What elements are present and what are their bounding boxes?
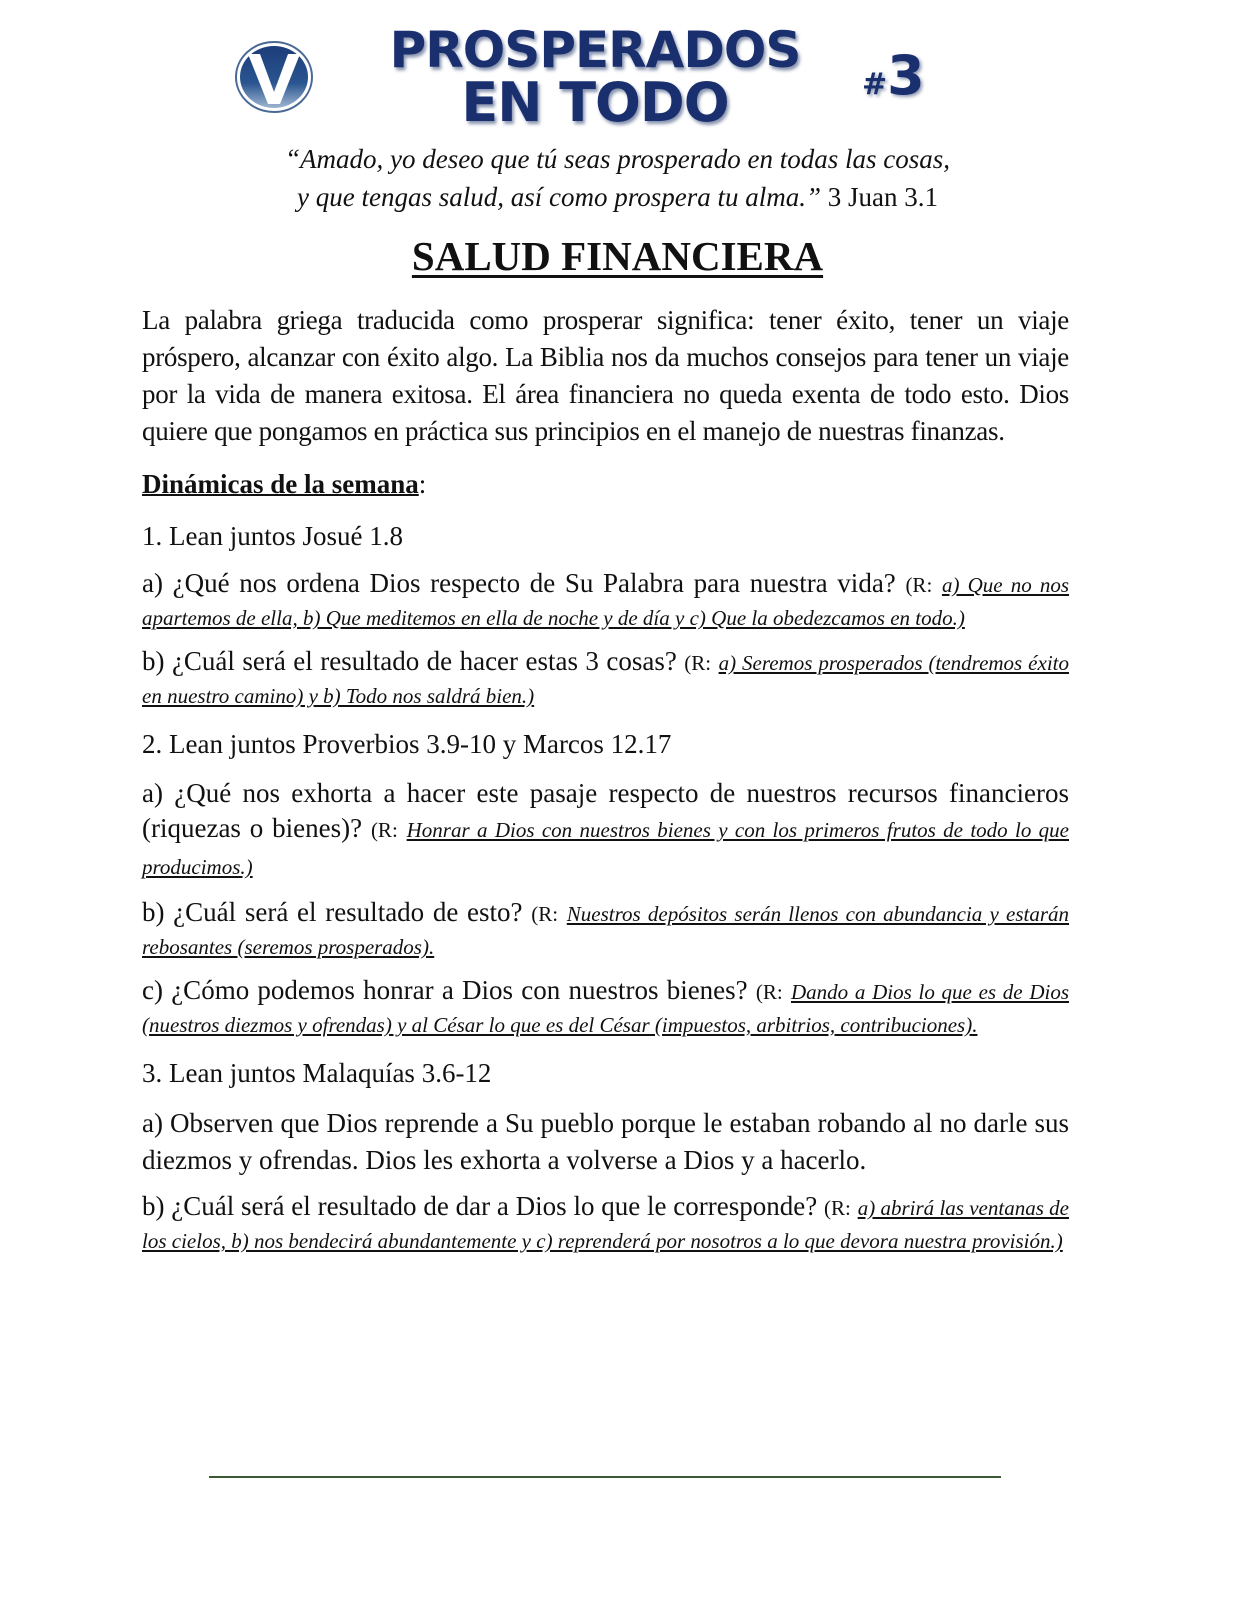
issue-number [862, 44, 925, 107]
section-title: 1. Lean juntos Josué 1.8 [142, 521, 403, 551]
answer-label: (R: [531, 902, 559, 926]
answer-label: (R: [370, 818, 398, 842]
answer-text: a) abrirá las ventanas de los cielos, b) nos bendecirá abundantemente y c) reprenderá por nosotros a lo que devora nuestra provisión.) [142, 1196, 1070, 1253]
intro-paragraph: La palabra griega traducida como prosperar significa: tener éxito, tener un viaje próspero, alcanzar con éxito algo. La Biblia nos da muchos consejos para tener un viaje por la vida de manera exitosa. El área financiera no queda exenta de todo esto. Dios quiere que pongamos en práctica sus principios en el manejo de nuestras finanzas. [142, 305, 1069, 446]
question-text: b) ¿Cuál será el resultado de dar a Dios lo que le corresponde? [142, 1191, 818, 1221]
bible-verse [0, 140, 1235, 216]
verse-line1: “Amado, yo deseo que tú seas prosperado en todas las cosas, [285, 144, 950, 174]
question-item [142, 897, 1069, 963]
dynamics-heading [142, 464, 1069, 504]
question-text: b) ¿Cuál será el resultado de hacer estas 3 cosas? [142, 646, 677, 676]
answer-text: a) Que no nos apartemos de ella, b) Que meditemos en ella de noche y de día y c) Que la obedezcamos en todo.) [142, 573, 1070, 630]
question-item [142, 1191, 1069, 1257]
question-item [142, 975, 1069, 1041]
question-text: a) ¿Qué nos ordena Dios respecto de Su Palabra para nuestra vida? [142, 568, 896, 598]
verse-line2: y que tengas salud, así como prospera tu alma.” [297, 182, 821, 212]
page-title [0, 232, 1235, 280]
answer-text: Nuestros depósitos serán llenos con abundancia y estarán rebosantes (seremos prosperados). [142, 902, 1070, 959]
dynamics-heading-colon: : [418, 469, 427, 499]
v-emblem-logo-icon [234, 40, 314, 114]
issue-hash: # [862, 67, 888, 102]
answer-text: Honrar a Dios con nuestros bienes y con los primeros frutos de todo lo que producimos.) [142, 818, 1070, 879]
verse-reference: 3 Juan 3.1 [827, 182, 938, 212]
answer-label: (R: [684, 651, 712, 675]
question-text: c) ¿Cómo podemos honrar a Dios con nuestros bienes? [142, 975, 748, 1005]
statement-item: a) Observen que Dios reprende a Su pueblo porque le estaban robando al no darle sus diezmos y ofrendas. Dios les exhorta a volverse a Dios y a hacerlo. [142, 1108, 1069, 1175]
issue-number-value: 3 [887, 44, 925, 107]
section-title: 2. Lean juntos Proverbios 3.9-10 y Marcos 12.17 [142, 729, 672, 759]
answer-text: a) Seremos prosperados (tendremos éxito en nuestro camino) y b) Todo nos saldrá bien.) [142, 651, 1069, 708]
page-title-text: SALUD FINANCIERA [411, 233, 824, 279]
series-title [350, 21, 840, 134]
header [0, 22, 1235, 132]
footer-divider [209, 1476, 1001, 1478]
answer-text: Dando a Dios lo que es de Dios (nuestros diezmos y ofrendas) y al César lo que es del César (impuestos, arbitrios, contribuciones). [142, 980, 1070, 1037]
answer-label: (R: [905, 573, 933, 597]
question-text: b) ¿Cuál será el resultado de esto? [142, 897, 523, 927]
title-line2: EN TODO [461, 71, 729, 134]
title-line1: PROSPERADOS [389, 21, 801, 79]
answer-label: (R: [755, 980, 783, 1004]
dynamics-heading-text: Dinámicas de la semana [142, 469, 419, 499]
question-text: a) ¿Qué nos exhorta a hacer este pasaje respecto de nuestros recursos financieros (riquezas o bienes)? [142, 778, 1069, 843]
answer-label: (R: [824, 1196, 851, 1220]
question-item [142, 568, 1069, 634]
section-title: 3. Lean juntos Malaquías 3.6-12 [142, 1058, 492, 1088]
question-item [142, 776, 1069, 885]
main-content [142, 302, 1069, 1257]
question-item [142, 646, 1069, 712]
